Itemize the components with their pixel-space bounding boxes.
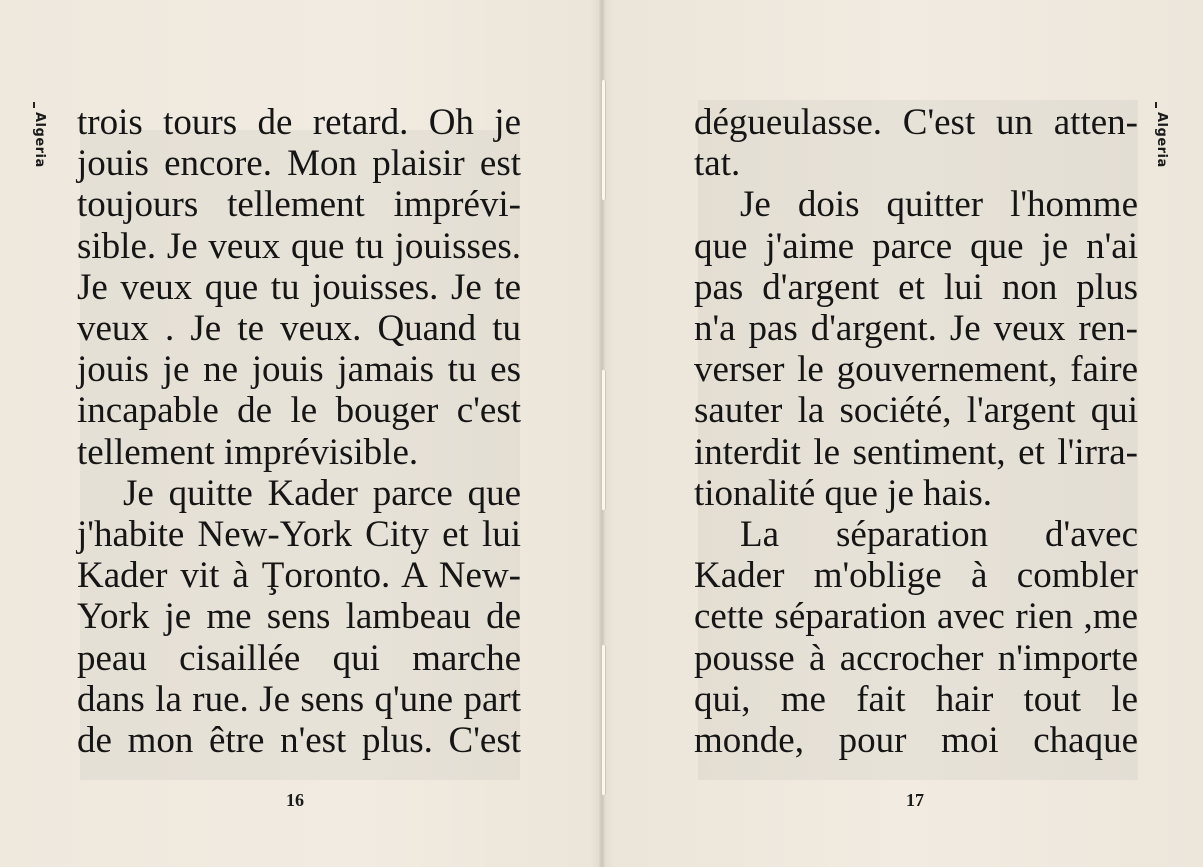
- text-line: La séparation d'avec: [740, 514, 1138, 556]
- text-line: interdit le sentiment, et l'irra-: [694, 431, 1138, 473]
- text-line: Kader m'oblige à combler: [694, 555, 1138, 597]
- text-line: sauter la société, l'argent qui: [694, 390, 1138, 432]
- text-line: sible. Je veux que tu jouisses.: [77, 225, 521, 267]
- text-line: Kader vit à Ţoronto. A New-: [77, 555, 521, 597]
- running-head-rule: [1155, 102, 1157, 108]
- text-line: cette séparation avec rien ,me: [694, 596, 1138, 638]
- text-line: pousse à accrocher n'importe: [694, 637, 1138, 679]
- text-line: qui, me fait hair tout le: [694, 678, 1138, 720]
- page-number-right: 17: [906, 790, 924, 810]
- text-line: tellement imprévisible.: [77, 431, 419, 473]
- text-line: veux . Je te veux. Quand tu: [77, 308, 521, 350]
- page-number-left: 16: [286, 790, 304, 810]
- text-line: incapable de le bouger c'est: [77, 390, 521, 432]
- text-line: toujours tellement imprévi-: [77, 184, 521, 226]
- text-line: jouis encore. Mon plaisir est: [77, 143, 521, 185]
- running-head-right: Algeria: [1154, 112, 1169, 168]
- text-line: York je me sens lambeau de: [77, 596, 521, 638]
- text-line: jouis je ne jouis jamais tu es: [77, 349, 521, 391]
- right-page-text: [694, 102, 1138, 761]
- text-line: pas d'argent et lui non plus: [694, 266, 1138, 308]
- text-line: tionalité que je hais.: [694, 472, 992, 514]
- running-head-left: Algeria: [32, 112, 47, 168]
- text-line: j'habite New-York City et lui: [77, 514, 521, 556]
- text-line: monde, pour moi chaque: [694, 720, 1138, 762]
- text-line: tat.: [694, 143, 741, 185]
- text-line: dégueulasse. C'est un atten-: [694, 102, 1138, 143]
- left-page-text: [77, 102, 521, 761]
- text-line: de mon être n'est plus. C'est: [77, 720, 521, 762]
- text-line: peau cisaillée qui marche: [77, 637, 521, 679]
- text-line: Je quitte Kader parce que: [123, 472, 521, 514]
- text-line: verser le gouvernement, faire: [694, 349, 1138, 391]
- text-line: dans la rue. Je sens q'une part: [77, 678, 521, 720]
- text-line: n'a pas d'argent. Je veux ren-: [694, 308, 1138, 350]
- text-line: Je veux que tu jouisses. Je te: [77, 266, 521, 308]
- text-line: que j'aime parce que je n'ai: [694, 225, 1138, 267]
- text-line: Je dois quitter l'homme: [740, 184, 1138, 226]
- running-head-rule: [33, 102, 35, 108]
- left-page: [0, 0, 601, 867]
- text-line: trois tours de retard. Oh je: [77, 102, 521, 143]
